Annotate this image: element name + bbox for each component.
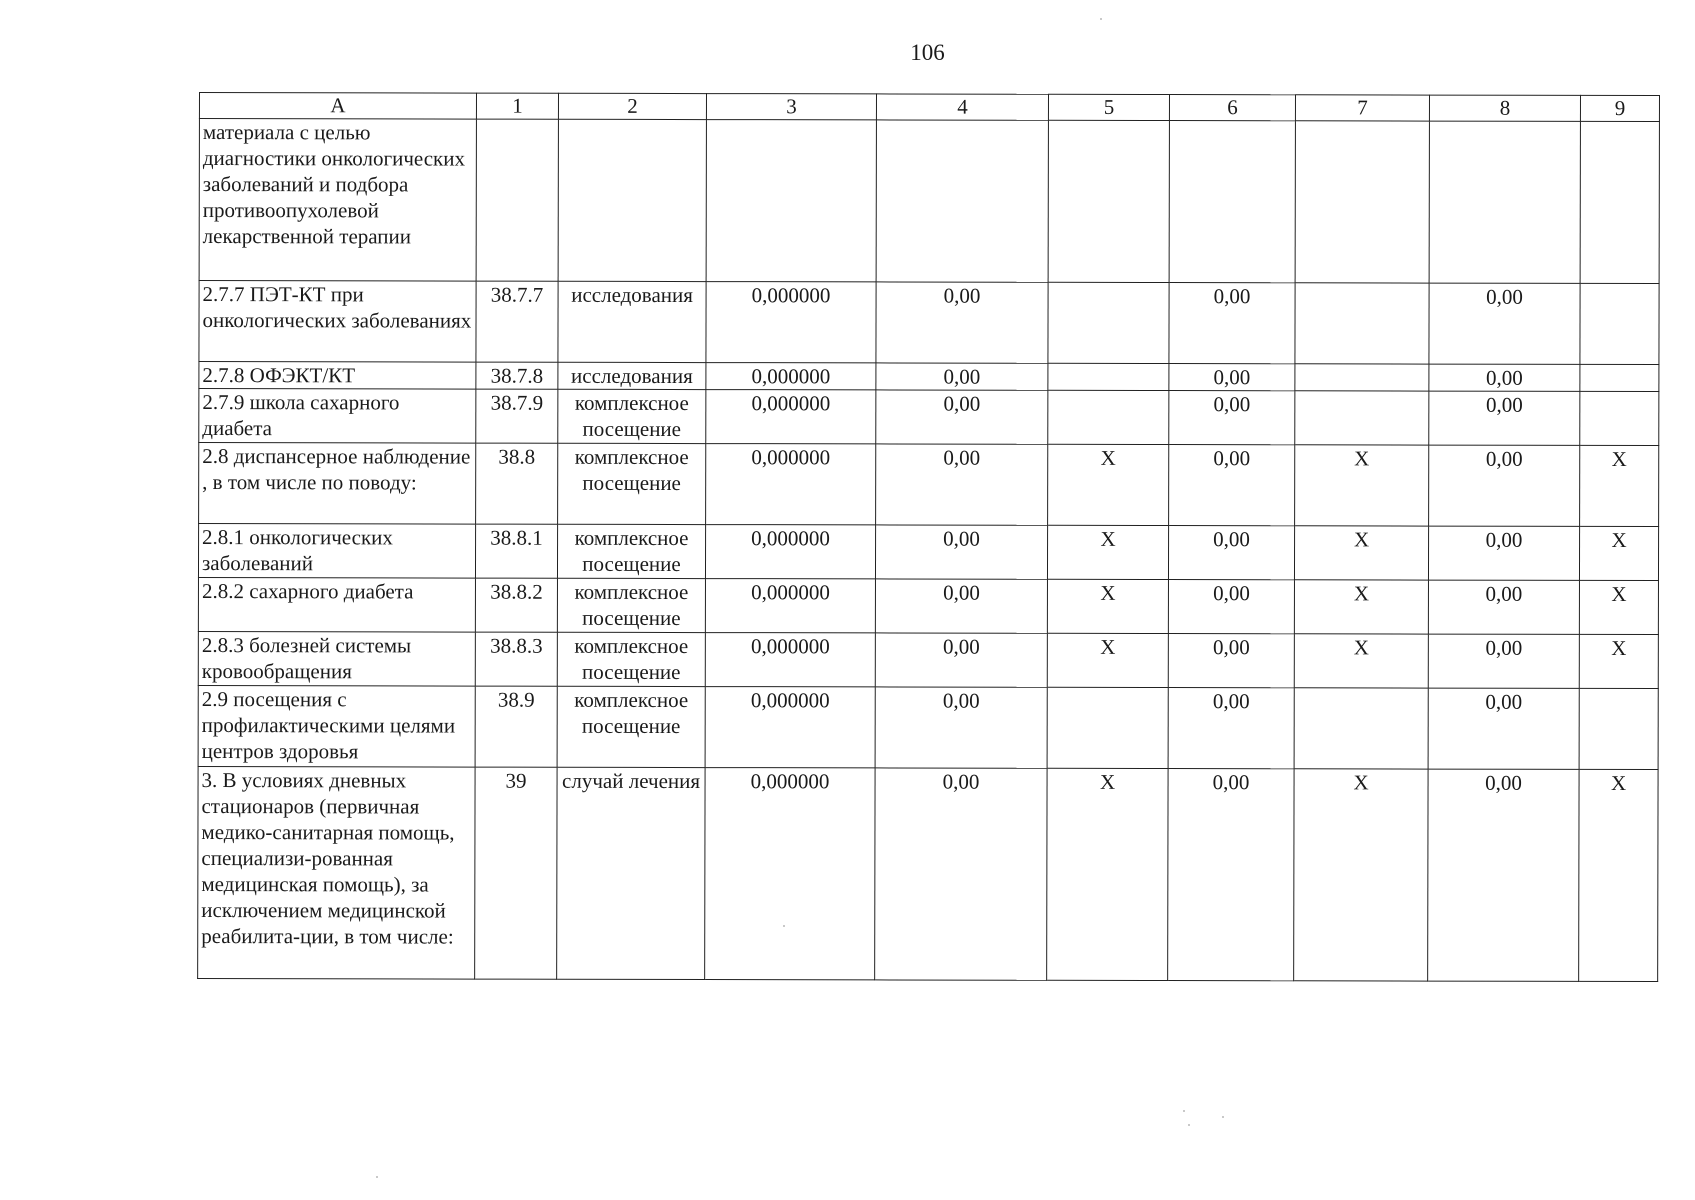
col6-value: 0,00 — [1169, 391, 1295, 445]
row-code — [476, 119, 558, 281]
col9-value — [1580, 364, 1659, 391]
unit-cell — [558, 119, 706, 281]
unit-cell: исследования — [558, 281, 706, 362]
unit-cell: комплексное посещение — [558, 443, 706, 524]
row-code: 38.8.1 — [475, 524, 557, 578]
page-number: 106 — [910, 40, 945, 65]
col7-value: X — [1294, 634, 1428, 688]
row-code: 39 — [475, 767, 557, 979]
col4-value: 0,00 — [875, 525, 1047, 579]
row-label: 2.8.3 болезней системы кровообращения — [198, 631, 475, 686]
unit-cell: комплексное посещение — [557, 686, 705, 767]
unit-cell: комплексное посещение — [558, 389, 706, 443]
unit-cell: случай лечения — [557, 767, 705, 979]
table-row — [198, 685, 1658, 769]
table-row — [198, 631, 1658, 688]
col5-value — [1048, 120, 1169, 282]
col7-value: X — [1294, 580, 1428, 634]
col4-value: 0,00 — [876, 363, 1048, 390]
row-code: 38.8.2 — [475, 578, 557, 632]
col5-value: X — [1047, 768, 1168, 980]
col8-value: 0,00 — [1429, 283, 1580, 364]
col7-value — [1295, 283, 1429, 364]
row-code: 38.7.9 — [476, 389, 558, 443]
col6-value: 0,00 — [1168, 526, 1294, 580]
row-code: 38.8.3 — [475, 632, 557, 686]
col5-value: X — [1047, 579, 1168, 633]
col8-value: 0,00 — [1429, 364, 1580, 391]
col6-value: 0,00 — [1169, 364, 1295, 391]
col8-value: 0,00 — [1428, 526, 1579, 580]
col4-value — [876, 120, 1048, 282]
col7-value — [1295, 121, 1429, 283]
col4-value: 0,00 — [875, 768, 1047, 980]
table-row — [198, 766, 1658, 981]
table-row — [199, 443, 1659, 527]
col6-value: 0,00 — [1168, 688, 1294, 769]
col3-value: 0,000000 — [706, 390, 876, 444]
col6-value: 0,00 — [1168, 769, 1294, 981]
col8-value: 0,00 — [1428, 769, 1579, 981]
unit-cell: исследования — [558, 362, 706, 389]
col8-value: 0,00 — [1428, 688, 1579, 769]
col9-value: X — [1579, 769, 1658, 981]
col6-value — [1169, 121, 1295, 283]
header-cell-2: 2 — [558, 93, 706, 119]
scan-speck — [1188, 1124, 1190, 1126]
row-code: 38.8 — [476, 443, 558, 524]
row-code: 38.7.8 — [476, 362, 558, 389]
row-label: 2.8.1 онкологических заболеваний — [198, 524, 475, 579]
col8-value: 0,00 — [1429, 445, 1580, 526]
table-row — [198, 524, 1658, 581]
col3-value: 0,000000 — [706, 282, 876, 363]
col3-value: 0,000000 — [706, 444, 876, 525]
col4-value: 0,00 — [876, 282, 1048, 363]
col5-value: X — [1048, 444, 1169, 525]
header-cell-7: 7 — [1295, 95, 1429, 121]
header-cell-5: 5 — [1048, 94, 1169, 120]
col7-value — [1295, 391, 1429, 445]
col7-value — [1294, 688, 1428, 769]
table-row — [199, 281, 1659, 365]
col3-value: 0,000000 — [705, 633, 875, 687]
col6-value: 0,00 — [1169, 445, 1295, 526]
row-label: 2.8 диспансерное наблюдение , в том числе по поводу: — [199, 443, 476, 525]
row-label: 2.7.7 ПЭТ-КТ при онкологических заболеваниях — [199, 281, 476, 363]
table-row — [199, 362, 1659, 392]
col3-value: 0,000000 — [705, 768, 875, 980]
col5-value — [1048, 390, 1169, 444]
table-row — [198, 578, 1658, 635]
col4-value: 0,00 — [875, 633, 1047, 687]
col5-value — [1048, 282, 1169, 363]
row-label: 3. В условиях дневных стационаров (первичная медико-санитарная помощь, специализи-рованная медицинская помощь), за исключением медицинской реабилита-ции, в том числе: — [198, 766, 475, 979]
col6-value: 0,00 — [1168, 634, 1294, 688]
col9-value: X — [1579, 580, 1658, 634]
header-cell-8: 8 — [1429, 95, 1580, 121]
table-body — [198, 93, 1660, 982]
col4-value: 0,00 — [875, 687, 1047, 768]
col5-value: X — [1047, 525, 1168, 579]
col8-value: 0,00 — [1428, 634, 1579, 688]
col6-value: 0,00 — [1168, 580, 1294, 634]
col8-value: 0,00 — [1429, 391, 1580, 445]
col7-value: X — [1295, 445, 1429, 526]
col9-value — [1580, 283, 1659, 364]
col3-value: 0,000000 — [705, 525, 875, 579]
header-cell-a: А — [199, 93, 476, 120]
scan-speck — [1222, 1116, 1224, 1118]
unit-cell: комплексное посещение — [557, 524, 705, 578]
col3-value: 0,000000 — [705, 687, 875, 768]
header-cell-6: 6 — [1169, 95, 1295, 121]
col9-value — [1579, 688, 1658, 769]
data-table — [197, 92, 1660, 982]
scan-speck — [376, 1176, 378, 1178]
row-label: 2.8.2 сахарного диабета — [198, 578, 475, 633]
row-label: 2.7.9 школа сахарного диабета — [199, 389, 476, 444]
header-row — [199, 93, 1659, 122]
col4-value: 0,00 — [875, 579, 1047, 633]
col9-value: X — [1579, 634, 1658, 688]
unit-cell: комплексное посещение — [557, 632, 705, 686]
scan-speck — [1100, 18, 1102, 20]
row-label: 2.7.8 ОФЭКТ/КТ — [199, 362, 476, 390]
col7-value — [1295, 364, 1429, 391]
document-sheet — [197, 92, 1660, 982]
col8-value: 0,00 — [1428, 580, 1579, 634]
scan-speck — [1183, 1110, 1185, 1112]
scan-speck — [783, 925, 785, 927]
row-code: 38.7.7 — [476, 281, 558, 362]
header-cell-4: 4 — [876, 94, 1048, 120]
col8-value — [1429, 121, 1580, 283]
col5-value — [1048, 363, 1169, 390]
table-row — [199, 119, 1659, 284]
unit-cell: комплексное посещение — [557, 578, 705, 632]
col6-value: 0,00 — [1169, 283, 1295, 364]
row-code: 38.9 — [475, 686, 557, 767]
row-label: 2.9 посещения с профилактическими целями центров здоровья — [198, 685, 475, 767]
col3-value: 0,000000 — [705, 579, 875, 633]
row-label: материала с целью диагностики онкологических заболеваний и подбора противоопухолевой лекарственной терапии — [199, 119, 476, 282]
header-cell-9: 9 — [1580, 95, 1659, 121]
col3-value — [706, 120, 876, 282]
header-cell-1: 1 — [476, 93, 558, 119]
col5-value — [1047, 687, 1168, 768]
col7-value: X — [1294, 526, 1428, 580]
col9-value: X — [1580, 445, 1659, 526]
col4-value: 0,00 — [876, 390, 1048, 444]
col9-value — [1580, 121, 1659, 283]
col3-value: 0,000000 — [706, 363, 876, 390]
table-row — [199, 389, 1659, 446]
header-cell-3: 3 — [706, 94, 876, 120]
col4-value: 0,00 — [876, 444, 1048, 525]
col5-value: X — [1047, 633, 1168, 687]
col9-value: X — [1579, 526, 1658, 580]
col9-value — [1580, 391, 1659, 445]
col7-value: X — [1294, 769, 1428, 981]
